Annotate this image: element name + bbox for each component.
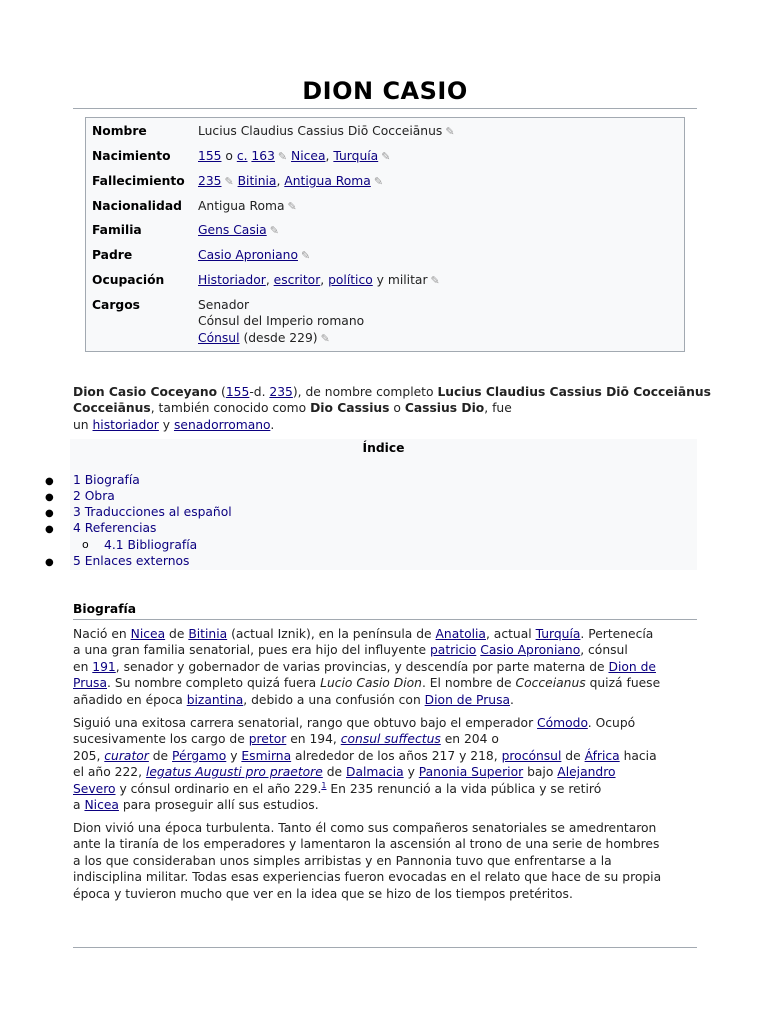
bullet-icon: ● [45, 524, 54, 535]
intro-paragraph [73, 384, 711, 433]
infobox [85, 117, 685, 352]
infobox-value [198, 123, 668, 140]
infobox-label: Ocupación [92, 273, 165, 287]
toc-title: Índice [362, 441, 405, 455]
pencil-icon[interactable]: ✎ [445, 125, 455, 138]
text: o [221, 149, 237, 163]
title-divider [73, 108, 697, 109]
infobox-label: Padre [92, 248, 133, 262]
pencil-icon[interactable]: ✎ [373, 175, 384, 188]
link-gens-casia[interactable]: Gens Casia [198, 223, 267, 237]
text: sucesivamente los cargo de [73, 732, 249, 747]
biografia-paragraph-2 [73, 715, 697, 813]
text: , [320, 273, 329, 287]
link-consul[interactable]: Cónsul [198, 330, 240, 345]
table-of-contents [45, 439, 697, 570]
text: bajo [523, 765, 558, 780]
italic-text: Lucio Casio Dion [320, 676, 422, 691]
infobox-value [198, 173, 668, 190]
pencil-icon[interactable]: ✎ [381, 150, 391, 163]
text: y [403, 765, 419, 780]
infobox-label: Nacionalidad [92, 199, 182, 213]
link-circa[interactable]: c. [236, 149, 248, 163]
pencil-icon[interactable]: ✎ [300, 249, 311, 262]
section-heading-biografia: Biografía [73, 602, 137, 616]
infobox-value [198, 272, 668, 289]
link-proconsul[interactable]: procónsul [501, 748, 562, 763]
link-curator[interactable]: curator [104, 748, 149, 763]
text: , actual [485, 627, 536, 641]
page-title: DION CASIO [302, 77, 468, 105]
toc-item-traducciones[interactable]: 3 Traducciones al español [73, 505, 232, 519]
text: alrededor de los años 217 y 218, [291, 748, 502, 763]
infobox-value [198, 247, 668, 264]
text: en 194, [286, 732, 341, 747]
link-antigua-roma[interactable]: Antigua Roma [284, 174, 371, 188]
nationality-value: Antigua Roma [198, 199, 285, 213]
infobox-value [198, 222, 668, 239]
text: de [561, 748, 585, 763]
link-senadorromano[interactable]: senadorromano [173, 417, 271, 432]
link-casio-aproniano[interactable]: Casio Aproniano [198, 248, 298, 262]
text: ), de nombre completo [292, 385, 438, 399]
bullet-open-icon: o [82, 538, 89, 551]
text: . Pertenecía [580, 627, 654, 641]
text: ( [217, 385, 226, 399]
cargo-consul [198, 330, 668, 347]
pencil-icon[interactable]: ✎ [287, 200, 297, 213]
text: Nació en [73, 627, 131, 641]
link-pergamo[interactable]: Pérgamo [172, 748, 227, 763]
text: y [226, 748, 242, 763]
link-bitinia[interactable]: Bitinia [237, 174, 277, 188]
text: o [389, 401, 405, 416]
infobox-label: Nacimiento [92, 149, 171, 163]
link-nicea[interactable]: Nicea [84, 798, 119, 813]
text: de [322, 765, 346, 780]
text: , fue [484, 401, 512, 416]
link-dion-de-prusa[interactable]: Prusa [73, 676, 107, 691]
footnote-ref[interactable]: 1 [321, 780, 327, 790]
name-value: Lucius Claudius Cassius Diō Cocceiānus [198, 124, 443, 138]
link-casio-aproniano[interactable]: Casio Aproniano [480, 643, 581, 658]
bold-text: Dio Cassius [310, 401, 390, 416]
link-politico[interactable]: político [328, 273, 373, 287]
text: y militar [372, 273, 428, 287]
footer-divider [73, 947, 697, 948]
pencil-icon[interactable]: ✎ [269, 224, 279, 237]
link-patricio[interactable]: patricio [429, 643, 477, 658]
text: , cónsul [580, 643, 628, 658]
link-235[interactable]: 235 [198, 174, 222, 188]
infobox-value [198, 198, 668, 215]
text: para proseguir allí sus estudios. [118, 798, 319, 813]
link-panonia-superior[interactable]: Panonia Superior [418, 765, 524, 780]
toc-item-obra[interactable]: 2 Obra [73, 489, 115, 503]
link-235[interactable]: 235 [269, 385, 293, 399]
link-turquia[interactable]: Turquía [333, 149, 379, 163]
link-esmirna[interactable]: Esmirna [241, 748, 292, 763]
section-divider [73, 619, 697, 620]
link-dalmacia[interactable]: Dalmacia [346, 765, 404, 780]
biografia-paragraph-3 [73, 820, 697, 902]
text: . Su nombre completo quizá fuera [107, 676, 321, 691]
text: , también conocido como [150, 401, 311, 416]
bullet-icon: ● [45, 476, 54, 487]
bullet-icon: ● [45, 508, 54, 519]
text: y [158, 417, 174, 432]
text: de [148, 748, 173, 763]
link-dion-de-prusa[interactable]: Dion de [608, 659, 656, 674]
link-nicea[interactable]: Nicea [291, 149, 326, 163]
pencil-icon[interactable]: ✎ [320, 331, 330, 345]
text-line: indisciplina militar. Todas esas experiencias fueron evocadas en el relato que hace de su propia [73, 870, 662, 885]
text: , [325, 149, 334, 163]
bold-text: Dion Casio Coceyano [73, 385, 218, 399]
text-line: Dion vivió una época turbulenta. Tanto él como sus compañeros senatoriales se amedrentaron [73, 821, 657, 835]
bold-text: Lucius Claudius Cassius Diō Cocceiānus [437, 385, 711, 399]
link-escritor[interactable]: escritor [273, 273, 321, 287]
pencil-icon[interactable]: ✎ [277, 150, 288, 163]
infobox-value [198, 148, 668, 165]
infobox-label: Cargos [92, 298, 140, 312]
link-nicea[interactable]: Nicea [130, 627, 166, 641]
link-bitinia[interactable]: Bitinia [188, 627, 228, 641]
bullet-icon: ● [45, 492, 54, 503]
text: (actual Iznik), en la península de [227, 627, 436, 641]
link-legatus[interactable]: legatus Augusti pro praetore [145, 765, 323, 780]
text: a [73, 798, 85, 813]
text-line: a los que consideraban unos simples arribistas y en Pannonia tuvo que enfrentarse a la [73, 853, 612, 868]
toc-item-bibliografia[interactable]: 4.1 Bibliografía [104, 538, 198, 552]
bullet-icon: ● [45, 557, 54, 568]
link-africa[interactable]: África [584, 748, 620, 763]
text: 205, [73, 748, 105, 763]
link-alejandro-severo[interactable]: Severo [73, 781, 116, 796]
infobox-label: Fallecimiento [92, 174, 185, 188]
link-dion-de-prusa[interactable]: Dion de Prusa [424, 692, 511, 707]
text: a una gran familia senatorial, pues era hijo del influyente [73, 643, 430, 658]
link-turquia[interactable]: Turquía [535, 627, 581, 641]
link-alejandro-severo[interactable]: Alejandro [557, 765, 616, 780]
text: en 204 o [440, 732, 499, 747]
text: , senador y gobernador de varias provincias, y descendía por parte materna de [115, 659, 609, 674]
text: , [265, 273, 274, 287]
link-155[interactable]: 155 [198, 149, 222, 163]
text: En 235 renunció a la vida pública y se retiró [326, 781, 602, 796]
cargo-consul-imperio: Cónsul del Imperio romano [198, 314, 365, 329]
text: hacia [619, 748, 657, 763]
text: . [510, 692, 514, 707]
infobox-label: Nombre [92, 124, 147, 138]
link-comodo[interactable]: Cómodo [537, 716, 588, 730]
link-historiador[interactable]: historiador [92, 417, 159, 432]
link-191[interactable]: 191 [92, 659, 116, 674]
toc-item-biografia[interactable]: 1 Biografía [73, 473, 140, 487]
infobox-value [198, 297, 668, 347]
toc-item-enlaces[interactable]: 5 Enlaces externos [73, 554, 190, 568]
pencil-icon[interactable]: ✎ [224, 175, 234, 188]
text-line: ante la tiranía de los emperadores y lamentaron la ascensión al trono de una serie de hombres [73, 837, 660, 852]
text-line: época y tuvieron mucho que ver en la idea que se hizo de los tiempos pretéritos. [73, 886, 573, 901]
text: , [276, 174, 285, 188]
text: Siguió una exitosa carrera senatorial, rango que obtuvo bajo el emperador [73, 716, 538, 730]
text: en [73, 659, 93, 674]
text: un [73, 417, 93, 432]
bold-text: Cocceiānus [73, 401, 151, 416]
text: . El nombre de [421, 676, 516, 691]
cargo-senador: Senador [198, 298, 250, 312]
toc-item-referencias[interactable]: 4 Referencias [73, 521, 157, 535]
text: (desde 229) [239, 330, 318, 345]
bold-text: Cassius Dio [404, 401, 485, 416]
link-163[interactable]: 163 [251, 149, 275, 163]
link-bizantina[interactable]: bizantina [186, 692, 244, 707]
link-155[interactable]: 155 [225, 385, 250, 399]
text: y cónsul ordinario en el año 229. [115, 781, 322, 796]
text: quizá fuese [585, 676, 661, 691]
infobox-label: Familia [92, 223, 142, 237]
text: . Ocupó [587, 716, 636, 730]
link-pretor[interactable]: pretor [248, 732, 287, 747]
text: , debido a una confusión con [243, 692, 425, 707]
pencil-icon[interactable]: ✎ [430, 274, 440, 287]
link-anatolia[interactable]: Anatolia [435, 627, 486, 641]
italic-text: Cocceianus [515, 676, 586, 691]
text: el año 222, [73, 765, 146, 780]
link-historiador[interactable]: Historiador [198, 273, 266, 287]
text: añadido en época [73, 692, 187, 707]
text: -d. [249, 385, 270, 399]
biografia-paragraph-1 [73, 626, 697, 708]
text: . [270, 417, 275, 432]
link-consul-suffectus[interactable]: consul suffectus [340, 732, 441, 747]
text: de [165, 627, 189, 641]
